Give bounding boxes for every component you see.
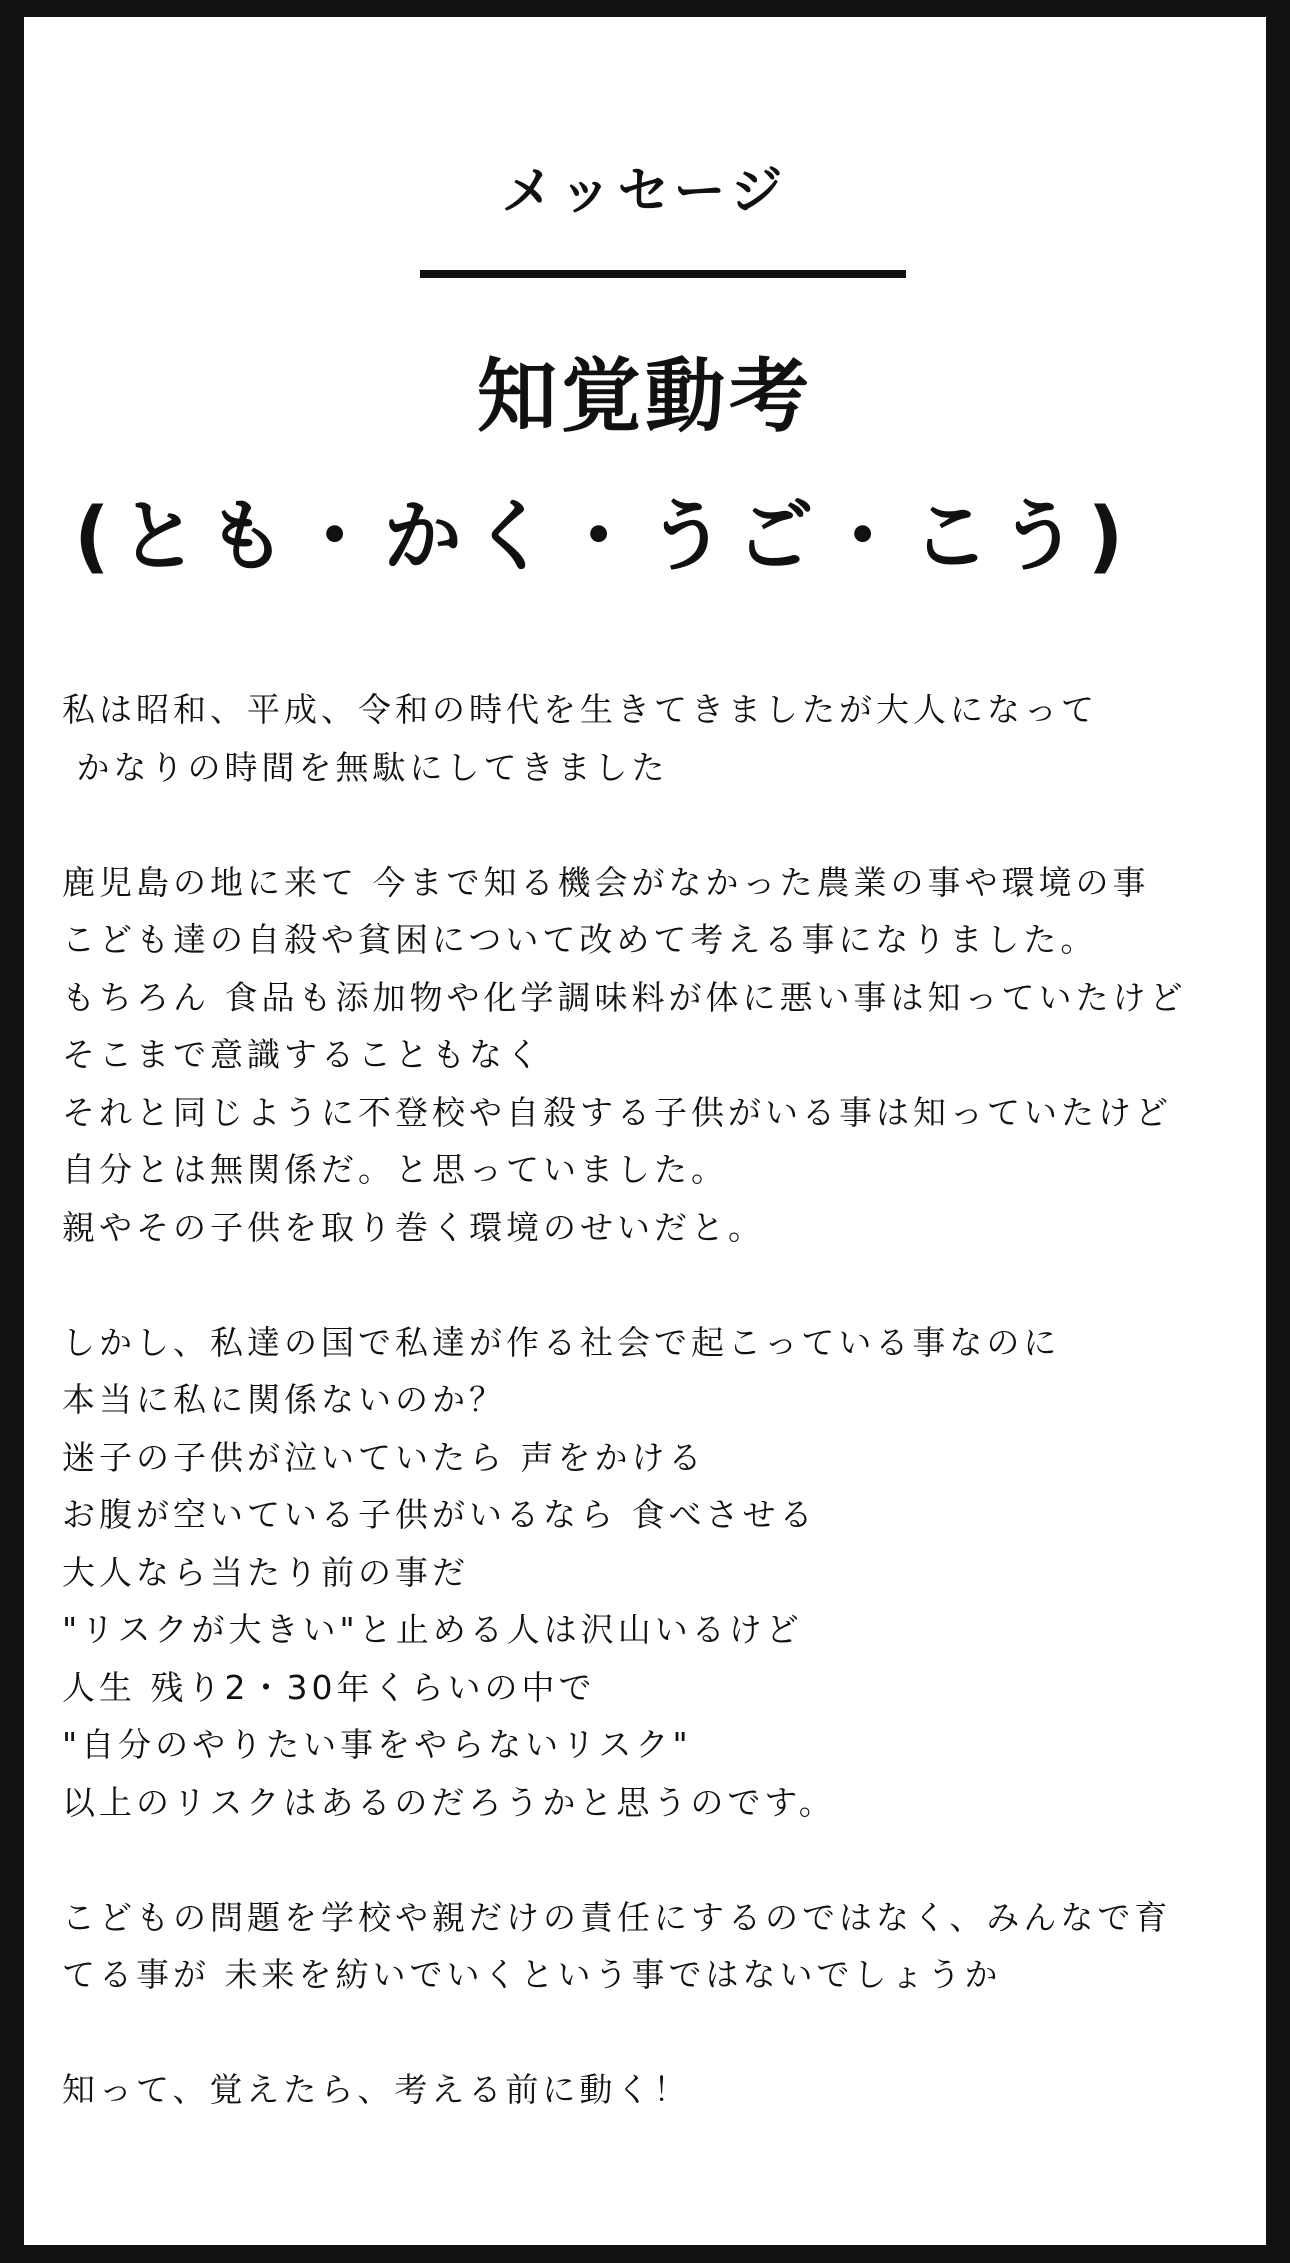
message-line: 鹿児島の地に来て 今まで知る機会がなかった農業の事や環境の事	[62, 862, 1150, 902]
message-line: それと同じように不登校や自殺する子供がいる事は知っていたけど	[62, 1092, 1172, 1132]
closing-line: 知って、覚えたら、考える前に動く！	[62, 2070, 691, 2109]
message-line: そこまで意識することもなく	[62, 1035, 543, 1074]
message-line: かなりの時間を無駄にしてきました	[62, 747, 669, 787]
message-line: こどもの問題を学校や親だけの責任にするのではなく、みんなで育	[62, 1897, 1172, 1937]
message-line: 自分とは無関係だ。と思っていました。	[62, 1150, 728, 1189]
heading-underline	[420, 270, 906, 278]
message-line: 以上のリスクはあるのだろうかと思うのです。	[62, 1782, 836, 1822]
message-line: 本当に私に関係ないのか？	[62, 1380, 506, 1419]
motto-reading: (とも・かく・うご・こう)	[74, 492, 1134, 582]
message-line: しかし、私達の国で私達が作る社会で起こっている事なのに	[62, 1322, 1061, 1362]
message-line: 私は昭和、平成、令和の時代を生きてきましたが大人になって	[62, 690, 1098, 729]
message-card	[24, 17, 1266, 2245]
section-heading: メッセージ	[501, 162, 789, 222]
message-line: "リスクが大きい"と止める人は沢山いるけど	[62, 1610, 803, 1649]
motto-title: 知覚動考	[477, 350, 813, 443]
message-line: 迷子の子供が泣いていたら 声をかける	[62, 1437, 706, 1477]
message-line: こども達の自殺や貧困について改めて考える事になりました。	[62, 920, 1098, 959]
paragraph-gap	[62, 796, 1242, 854]
message-line: お腹が空いている子供がいるなら 食べさせる	[62, 1495, 817, 1534]
message-line: てる事が 未来を紡いでいくという事ではないでしょうか	[62, 1955, 1002, 1994]
message-line: 人生 残り2・30年くらいの中で	[62, 1667, 596, 1707]
paragraph-gap	[62, 2004, 1242, 2062]
message-line: 大人なら当たり前の事だ	[62, 1552, 469, 1592]
message-line: もちろん 食品も添加物や化学調味料が体に悪い事は知っていたけど	[62, 977, 1187, 1017]
paragraph-gap	[62, 1831, 1242, 1889]
message-line: 親やその子供を取り巻く環境のせいだと。	[62, 1207, 765, 1247]
message-body	[62, 681, 1242, 2119]
paragraph-gap	[62, 1256, 1242, 1314]
message-line: "自分のやりたい事をやらないリスク"	[62, 1725, 692, 1764]
